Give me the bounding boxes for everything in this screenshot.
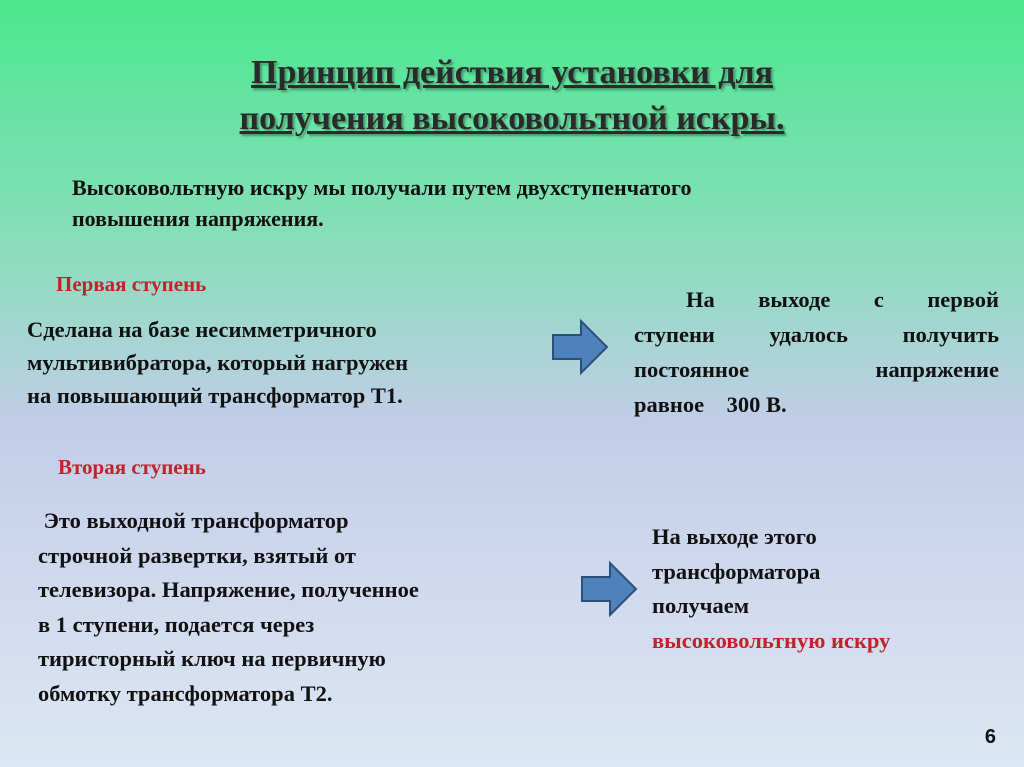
stage1-result-line: постоянное напряжение xyxy=(634,357,999,382)
stage2-result-line: На выходе этого xyxy=(652,524,817,549)
stage2-result-line: получаем xyxy=(652,593,750,618)
intro-line-1: Высоковольтную искру мы получали путем двухступенчатого xyxy=(72,175,692,200)
stage2-desc-line: в 1 ступени, подается через xyxy=(38,611,315,637)
stage2-result-line: трансформатора xyxy=(652,558,821,584)
slide-title-line-1: Принцип действия установки для xyxy=(251,54,773,91)
stage1-desc-line: мультивибратора, который нагружен xyxy=(27,350,409,375)
stage1-heading: Первая ступень xyxy=(56,272,207,296)
stage2-result xyxy=(652,520,982,658)
stage2-desc-line: строчной развертки, взятый от xyxy=(38,542,356,568)
arrow-right-icon xyxy=(551,318,609,376)
stage1-result-line: ступени удалось получить xyxy=(634,322,999,347)
stage2-desc-line: тиристорный ключ на первичную xyxy=(38,646,386,671)
stage1-result-line: На выходе с первой xyxy=(686,287,999,312)
slide-title xyxy=(0,50,1024,142)
stage2-description xyxy=(38,504,538,711)
stage1-result xyxy=(634,282,999,422)
stage2-desc-line: Это выходной трансформатор xyxy=(38,508,349,533)
stage1-desc-line: на повышающий трансформатор Т1. xyxy=(27,383,403,408)
stage2-heading: Вторая ступень xyxy=(58,455,206,479)
page-number: 6 xyxy=(984,726,996,748)
stage1-description xyxy=(27,313,527,412)
stage2-desc-line: обмотку трансформатора Т2. xyxy=(38,680,333,706)
stage2-desc-line: телевизора. Напряжение, полученное xyxy=(38,577,419,602)
intro-text xyxy=(72,172,902,234)
stage2-result-highlight: высоковольтную искру xyxy=(652,627,891,653)
stage1-desc-line: Сделана на базе несимметричного xyxy=(27,317,377,342)
stage1-result-line: равное 300 В. xyxy=(634,392,787,417)
slide-title-line-2: получения высоковольтной искры. xyxy=(239,100,785,137)
arrow-right-icon xyxy=(580,560,638,618)
intro-line-2: повышения напряжения. xyxy=(72,206,324,231)
